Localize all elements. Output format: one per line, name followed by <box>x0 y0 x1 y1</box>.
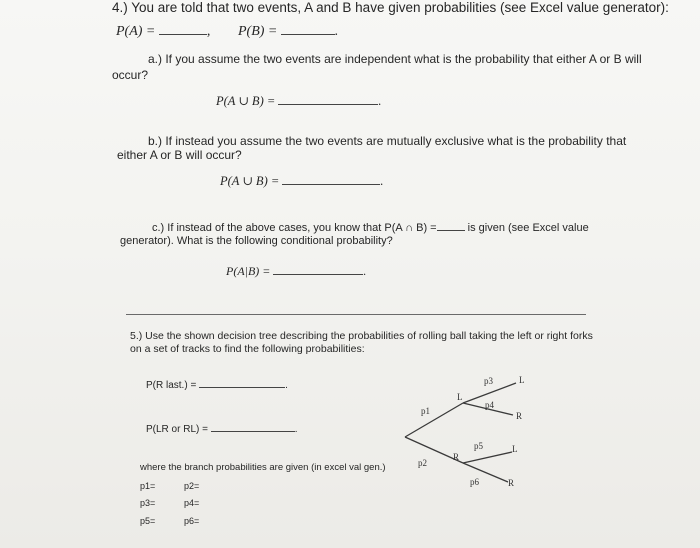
val-p4: p4= <box>184 498 200 508</box>
q5-line2: on a set of tracks to find the following probabilities: <box>130 343 365 355</box>
tree-node-r: R <box>453 452 460 462</box>
q4-header: 4.) You are told that two events, A and B have given probabilities (see Excel value generator): <box>112 0 669 15</box>
tree-node-l: L <box>457 392 463 402</box>
tree-label-p4: p4 <box>485 400 494 410</box>
q4b-line1: b.) If instead you assume the two events are mutually exclusive what is the probability that <box>148 134 627 148</box>
q4c-line2: generator). What is the following conditional probability? <box>120 235 393 247</box>
q4b-line2: either A or B will occur? <box>117 148 242 162</box>
q4b-answer: P(A ∪ B) = . <box>220 174 384 188</box>
q4c-line1-pre: c.) If instead of the above cases, you know that P(A ∩ B) = <box>152 222 437 234</box>
tree-leaf-4: R <box>508 478 515 488</box>
q5-line1: 5.) Use the shown decision tree describing the probabilities of rolling ball taking the left or right forks <box>130 330 593 342</box>
tree-leaf-3: L <box>512 444 518 454</box>
q4a-line1: a.) If you assume the two events are independent what is the probability that either A or B will <box>148 52 642 66</box>
r-last-row: P(R last.) = . <box>146 380 288 391</box>
val-p6: p6= <box>184 516 200 526</box>
q4b-expr: P(A ∪ B) = <box>220 174 280 188</box>
tree-label-p2: p2 <box>418 458 427 468</box>
branch-p1 <box>405 403 463 437</box>
val-p2: p2= <box>184 481 200 491</box>
pb-label: P(B) = . <box>238 24 339 39</box>
tree-label-p6: p6 <box>470 477 479 487</box>
pa-label-text: P(A) = <box>116 24 156 39</box>
val-p1: p1= <box>140 481 156 491</box>
pa-label: P(A) = , <box>116 24 211 39</box>
where-text: where the branch probabilities are given (in excel val gen.) <box>140 462 386 473</box>
q4c-line1-post: is given (see Excel value <box>467 222 589 234</box>
tree-label-p3: p3 <box>484 376 493 386</box>
q4c-expr: P(A|B) = <box>226 264 271 278</box>
r-last-label: P(R last.) = <box>146 380 197 391</box>
branch-p5 <box>463 452 512 463</box>
tree-leaf-1: L <box>519 375 525 385</box>
val-p5: p5= <box>140 516 156 526</box>
q4a-answer: P(A ∪ B) = . <box>216 94 382 108</box>
lr-rl-row: P(LR or RL) = . <box>146 424 298 435</box>
pb-label-text: P(B) = <box>238 24 278 39</box>
q4a-line2: occur? <box>112 68 149 82</box>
tree-leaf-2: R <box>516 411 523 421</box>
q4c-answer: P(A|B) = . <box>226 264 367 278</box>
q4a-expr: P(A ∪ B) = <box>216 94 276 108</box>
val-p3: p3= <box>140 498 156 508</box>
tree-label-p1: p1 <box>421 406 430 416</box>
tree-label-p5: p5 <box>474 441 483 451</box>
lr-rl-label: P(LR or RL) = <box>146 424 208 435</box>
